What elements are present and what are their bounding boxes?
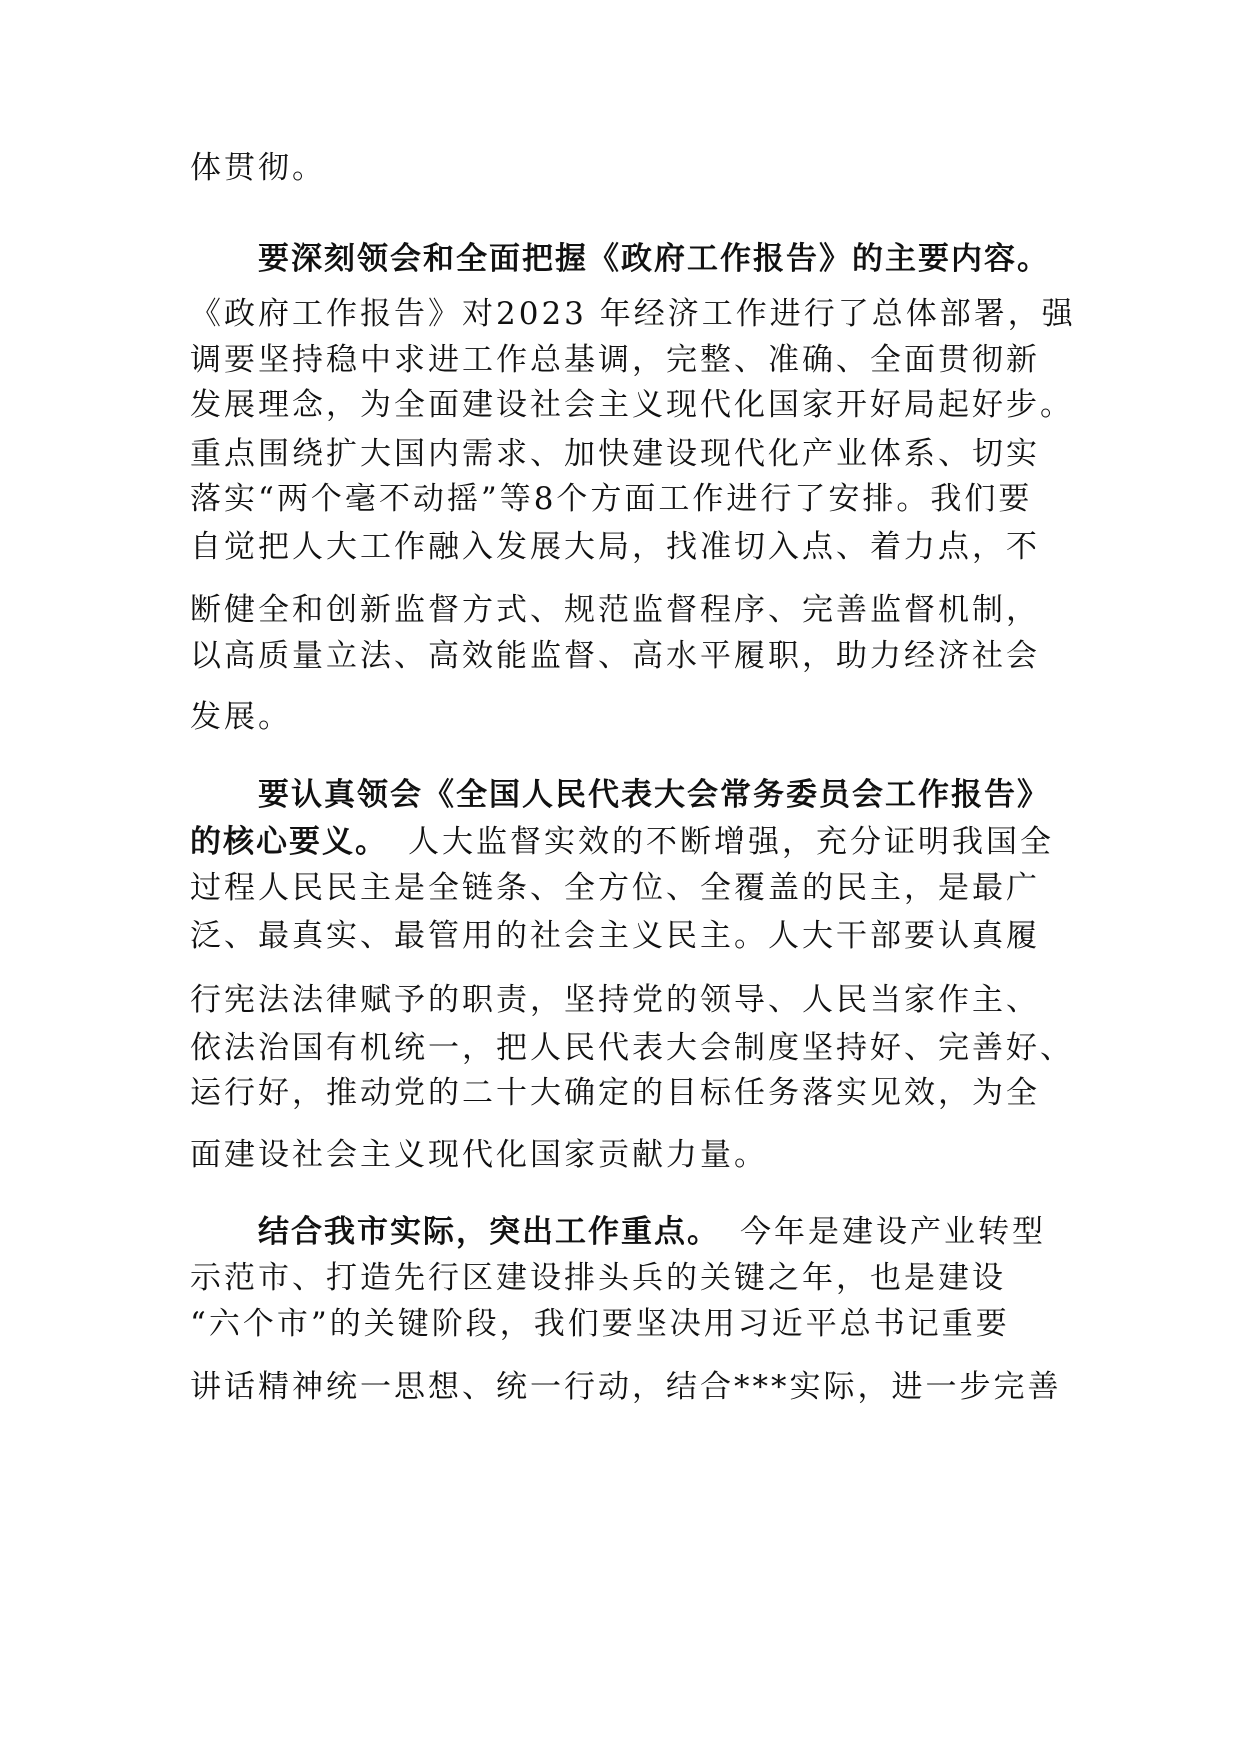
heading-text: 的核心要义。 [190, 824, 388, 860]
text-line [190, 697, 1070, 737]
text-line [190, 1367, 1070, 1407]
text-line [190, 1258, 1070, 1298]
heading-text: 要认真领会《全国人民代表大会常务委员会工作报告》 [258, 777, 1050, 813]
line-text: 今年是建设产业转型 [740, 1214, 1046, 1250]
text-line [190, 868, 1070, 908]
text-line [190, 479, 1070, 519]
section-heading [258, 1212, 1070, 1252]
line-text: “六个市”的关键阶段，我们要坚决用习近平总书记重要 [190, 1306, 1010, 1342]
line-text: 落实“两个毫不动摇”等8个方面工作进行了安排。我们要 [190, 481, 1033, 517]
line-text: 断健全和创新监督方式、规范监督程序、完善监督机制， [190, 592, 1040, 628]
heading-text: 要深刻领会和全面把握《政府工作报告》的主要内容。 [258, 241, 1050, 277]
line-text: 示范市、打造先行区建设排头兵的关键之年，也是建设 [190, 1260, 1006, 1296]
text-line [190, 385, 1074, 425]
text-line [190, 822, 1070, 862]
line-text: 依法治国有机统一，把人民代表大会制度坚持好、完善好、 [190, 1030, 1074, 1066]
text-line [190, 1028, 1074, 1068]
section-heading [258, 239, 1070, 279]
text-line [190, 1073, 1070, 1113]
line-text: 重点围绕扩大国内需求、加快建设现代化产业体系、切实 [190, 436, 1040, 472]
line-text: 人大监督实效的不断增强，充分证明我国全 [408, 824, 1054, 860]
text-line [190, 1304, 1070, 1344]
line-text: 泛、最真实、最管用的社会主义民主。人大干部要认真履 [190, 918, 1040, 954]
text-line [190, 636, 1070, 676]
heading-text: 结合我市实际，突出工作重点。 [258, 1214, 720, 1250]
line-text: 调要坚持稳中求进工作总基调，完整、准确、全面贯彻新 [190, 342, 1040, 378]
text-line [190, 527, 1070, 567]
line-text: 以高质量立法、高效能监督、高水平履职，助力经济社会 [190, 638, 1040, 674]
section-heading [258, 775, 1070, 815]
line-text: 行宪法法律赋予的职责，坚持党的领导、人民当家作主、 [190, 982, 1040, 1018]
line-text: 发展。 [190, 699, 292, 735]
line-text: 体贯彻。 [190, 150, 326, 186]
line-text: 自觉把人大工作融入发展大局，找准切入点、着力点，不 [190, 529, 1040, 565]
text-line [190, 434, 1070, 474]
text-line [190, 980, 1070, 1020]
line-text: 《政府工作报告》对2023 年经济工作进行了总体部署，强 [190, 296, 1076, 332]
text-line [190, 294, 1076, 334]
text-line [190, 590, 1070, 630]
text-line [190, 340, 1070, 380]
text-line [190, 148, 1070, 188]
text-line [190, 916, 1070, 956]
line-text: 运行好，推动党的二十大确定的目标任务落实见效，为全 [190, 1075, 1040, 1111]
line-text: 发展理念，为全面建设社会主义现代化国家开好局起好步。 [190, 387, 1074, 423]
line-text: 讲话精神统一思想、统一行动，结合***实际，进一步完善 [190, 1369, 1062, 1405]
text-line [190, 1135, 1070, 1175]
line-text: 过程人民民主是全链条、全方位、全覆盖的民主，是最广 [190, 870, 1040, 906]
line-text: 面建设社会主义现代化国家贡献力量。 [190, 1137, 768, 1173]
